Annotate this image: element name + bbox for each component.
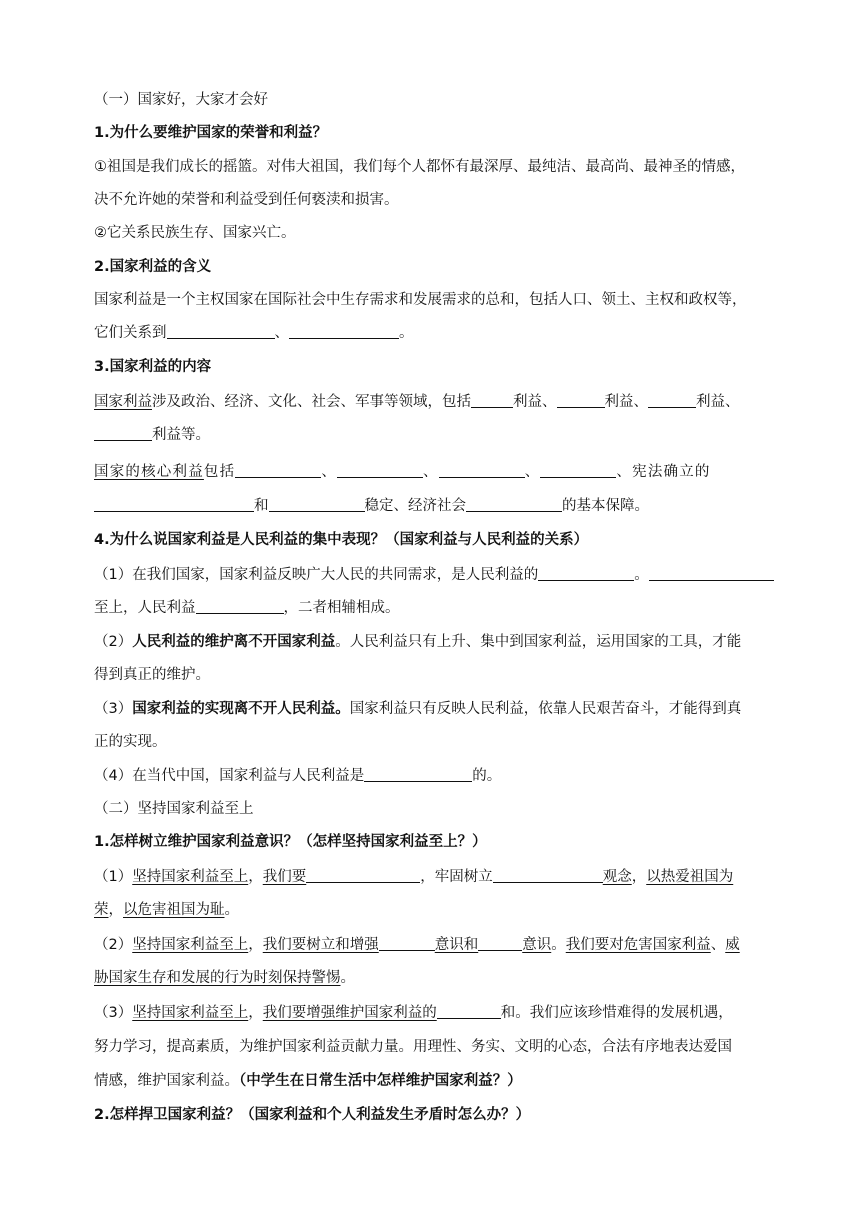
q1-para-2: ②它关系民族生存、国家兴亡。 bbox=[94, 225, 296, 241]
fill-blank[interactable] bbox=[466, 496, 562, 512]
q2-sep: 、 bbox=[274, 325, 289, 341]
q5-text: 情感，维护国家利益。 bbox=[94, 1073, 239, 1089]
q5-text: （1） bbox=[94, 869, 133, 885]
q5-underlined: 我们要树立和增强 bbox=[262, 937, 379, 953]
q5-text: ， bbox=[248, 937, 263, 953]
q6-title: 2.怎样捍卫国家利益？（国家利益和个人利益发生矛盾时怎么办？） bbox=[94, 1107, 531, 1123]
q5-underlined: 坚持国家利益至上 bbox=[132, 937, 249, 953]
q2-end: 。 bbox=[399, 325, 414, 341]
q3-line-2 bbox=[94, 425, 774, 445]
q5-para-3a bbox=[94, 1003, 774, 1023]
fill-blank[interactable] bbox=[94, 496, 254, 512]
q5-text: 。 bbox=[551, 937, 566, 953]
q5-text: 和。我们应该珍惜难得的发展机遇， bbox=[500, 1005, 733, 1021]
q4-text: 的。 bbox=[472, 768, 502, 784]
fill-blank[interactable] bbox=[478, 935, 522, 951]
fill-blank[interactable] bbox=[471, 392, 513, 408]
fill-blank[interactable] bbox=[493, 867, 603, 883]
q3-text: 利益、 bbox=[604, 394, 648, 410]
q3-text: 利益等。 bbox=[152, 427, 210, 443]
q3-line-4 bbox=[94, 496, 774, 516]
fill-blank[interactable] bbox=[364, 766, 472, 782]
q4-text: （4）在当代中国，国家利益与人民利益是 bbox=[94, 768, 365, 784]
q4-para-3b: 正的实现。 bbox=[94, 734, 167, 750]
q5-text: 。 bbox=[340, 970, 355, 986]
q2-title: 2.国家利益的含义 bbox=[94, 259, 212, 275]
q3-text: 利益、 bbox=[513, 394, 557, 410]
q5-text: 、 bbox=[710, 937, 726, 953]
fill-blank[interactable] bbox=[540, 462, 616, 478]
q4-text: 至上，人民利益 bbox=[94, 600, 196, 616]
q4-para-2a bbox=[94, 632, 774, 652]
q5-underlined: 我们要对危害国家利益 bbox=[565, 937, 711, 953]
q3-sep: 、 bbox=[321, 464, 338, 480]
q4-text: （3） bbox=[94, 701, 133, 717]
q3-term-national-interest: 国家利益 bbox=[94, 394, 152, 410]
q4-bold: 人民利益的维护离不开国家利益 bbox=[132, 634, 336, 650]
q5-text: ， bbox=[108, 902, 123, 918]
fill-blank[interactable] bbox=[235, 462, 321, 478]
q3-term-core-interest: 国家的核心利益 bbox=[94, 464, 204, 480]
q5-text: 。 bbox=[224, 902, 239, 918]
q4-text: ，二者相辅相成。 bbox=[283, 600, 400, 616]
q5-para-2a bbox=[94, 935, 774, 955]
q3-text: 和 bbox=[254, 498, 269, 514]
q5-bold: （中学生在日常生活中怎样维护国家利益？） bbox=[239, 1073, 522, 1089]
q3-text: 包括 bbox=[203, 464, 236, 480]
fill-blank[interactable] bbox=[649, 565, 774, 581]
q5-underlined: 以危害祖国为耻 bbox=[123, 902, 225, 918]
section-heading-2: （二）坚持国家利益至上 bbox=[94, 801, 254, 817]
fill-blank[interactable] bbox=[94, 425, 152, 441]
q3-text: 的基本保障。 bbox=[562, 498, 649, 514]
q3-sep: 、 bbox=[524, 464, 541, 480]
q3-line-1 bbox=[94, 392, 774, 412]
q5-underlined: 观念 bbox=[602, 869, 632, 885]
q4-text: 。 bbox=[634, 567, 649, 583]
q4-para-1b bbox=[94, 598, 774, 618]
q3-text: 、宪法确立的 bbox=[616, 464, 711, 480]
fill-blank[interactable] bbox=[306, 867, 420, 883]
q4-bold: 国家利益的实现离不开人民利益。 bbox=[132, 701, 350, 717]
q1-para-1b: 决不允许她的荣誉和利益受到任何亵渎和损害。 bbox=[94, 192, 399, 208]
section-heading-1: （一）国家好，大家才会好 bbox=[94, 92, 268, 108]
q4-text: （2） bbox=[94, 634, 133, 650]
fill-blank[interactable] bbox=[557, 392, 605, 408]
q4-para-4 bbox=[94, 766, 774, 786]
q4-text: 。人民利益只有上升、集中到国家利益，运用国家的工具，才能 bbox=[335, 634, 742, 650]
q3-title: 3.国家利益的内容 bbox=[94, 359, 212, 375]
q4-title: 4.为什么说国家利益是人民利益的集中表现？（国家利益与人民利益的关系） bbox=[94, 532, 589, 548]
q5-text: （3） bbox=[94, 1005, 133, 1021]
q5-para-1a bbox=[94, 867, 774, 887]
q5-underlined: 威 bbox=[725, 937, 740, 953]
fill-blank[interactable] bbox=[269, 496, 365, 512]
q5-title: 1.怎样树立维护国家利益意识？（怎样坚持国家利益至上？） bbox=[94, 834, 487, 850]
q5-underlined: 以热爱祖国为 bbox=[646, 869, 734, 885]
q5-text: ， bbox=[248, 1005, 263, 1021]
q4-text: 国家利益只有反映人民利益，依靠人民艰苦奋斗，才能得到真 bbox=[349, 701, 742, 717]
fill-blank[interactable] bbox=[437, 1003, 501, 1019]
q2-text: 它们关系到 bbox=[94, 325, 167, 341]
q5-para-3c bbox=[94, 1071, 774, 1091]
q2-para-1: 国家利益是一个主权国家在国际社会中生存需求和发展需求的总和，包括人口、领土、主权和政权等， bbox=[94, 292, 747, 308]
fill-blank[interactable] bbox=[538, 565, 634, 581]
q5-para-3b: 努力学习，提高素质，为维护国家利益贡献力量。用理性、务实、文明的心态，合法有序地表达爱国 bbox=[94, 1039, 732, 1055]
q5-underlined: 我们要增强维护国家利益的 bbox=[262, 1005, 437, 1021]
q4-para-2b: 得到真正的维护。 bbox=[94, 667, 210, 683]
q4-para-1a bbox=[94, 565, 774, 585]
q3-text: 稳定、经济社会 bbox=[364, 498, 466, 514]
q1-para-1a: ①祖国是我们成长的摇篮。对伟大祖国，我们每个人都怀有最深厚、最纯洁、最高尚、最神圣的情感， bbox=[94, 159, 745, 175]
q5-para-2b bbox=[94, 968, 774, 988]
fill-blank[interactable] bbox=[379, 935, 435, 951]
q5-para-1b bbox=[94, 900, 774, 920]
q5-text: ， bbox=[248, 869, 263, 885]
q5-text: ，牢固树立 bbox=[420, 869, 493, 885]
q3-sep: 、 bbox=[423, 464, 439, 480]
q5-text: （2） bbox=[94, 937, 133, 953]
fill-blank[interactable] bbox=[337, 462, 423, 478]
q5-underlined: 我们要 bbox=[262, 869, 307, 885]
q3-text: 涉及政治、经济、文化、社会、军事等领域，包括 bbox=[152, 394, 471, 410]
q3-line-3 bbox=[94, 462, 774, 482]
fill-blank[interactable] bbox=[439, 462, 525, 478]
fill-blank[interactable] bbox=[648, 392, 696, 408]
q4-para-3a bbox=[94, 699, 774, 719]
q5-underlined: 意识和 bbox=[434, 937, 479, 953]
q1-title: 1.为什么要维护国家的荣誉和利益？ bbox=[94, 125, 328, 141]
q5-text: ， bbox=[631, 869, 647, 885]
q2-para-2 bbox=[94, 323, 774, 343]
q5-underlined: 坚持国家利益至上 bbox=[132, 869, 249, 885]
q5-underlined: 荣 bbox=[94, 902, 109, 918]
fill-blank[interactable] bbox=[167, 323, 275, 339]
q4-text: （1）在我们国家，国家利益反映广大人民的共同需求，是人民利益的 bbox=[94, 567, 539, 583]
q3-text: 利益、 bbox=[696, 394, 740, 410]
q5-underlined: 坚持国家利益至上 bbox=[132, 1005, 249, 1021]
q5-underlined: 意识 bbox=[522, 937, 552, 953]
fill-blank[interactable] bbox=[289, 323, 399, 339]
q5-underlined: 胁国家生存和发展的行为时刻保持警惕 bbox=[94, 970, 341, 986]
fill-blank[interactable] bbox=[196, 598, 284, 614]
